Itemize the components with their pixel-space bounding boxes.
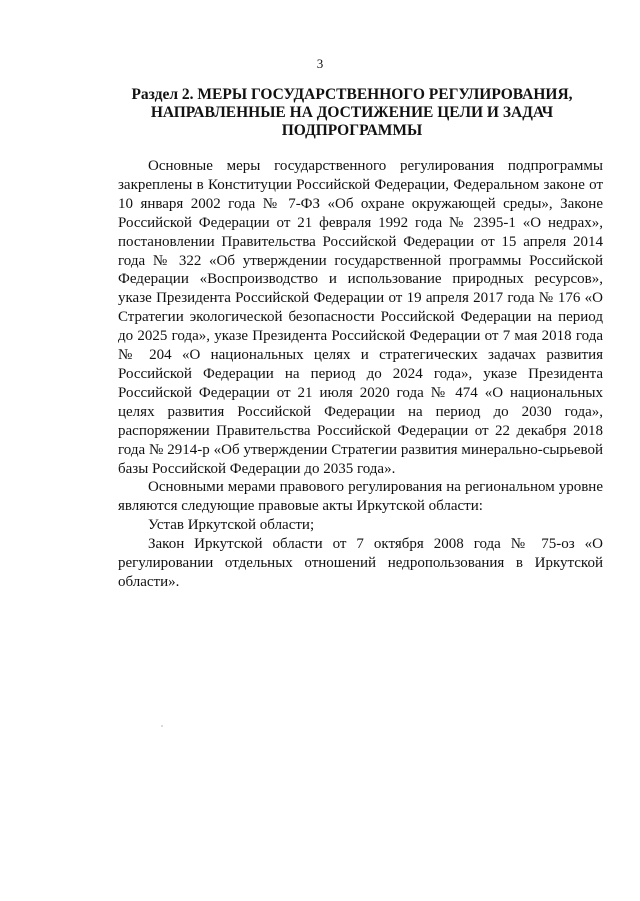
- section-heading-line-2: НАПРАВЛЕННЫЕ НА ДОСТИЖЕНИЕ ЦЕЛИ И ЗАДАЧ: [150, 104, 554, 121]
- paragraph-regional-regulation: Основными мерами правового регулирования на региональном уровне являются следующие правовые акты Иркутской области:: [118, 479, 603, 515]
- paragraph-state-regulation-measures: Основные меры государственного регулирования подпрограммы закреплены в Конституции Российской Федерации, Федеральном законе от 10 января 2002 года № 7-ФЗ «Об охране окружающей среды», Законе Российской Федерации от 21 февраля 1992 года № 2395-1 «О недрах», постановлении Правительства Российской Федерации от 15 апреля 2014 года № 322 «Об утверждении государственной программы Российской Федерации «Воспроизводство и использование природных ресурсов», указе Президента Российской Федерации от 19 апреля 2017 года № 176 «О Стратегии экологической безопасности Российской Федерации на период до 2025 года», указе Президента Российской Федерации от 7 мая 2018 года № 204 «О национальных целях и стратегических задачах развития Российской Федерации на период до 2024 года», указе Президента Российской Федерации от 21 июля 2020 года № 474 «О национальных целях развития Российской Федерации на период до 2030 года», распоряжении Правительства Российской Федерации от 22 декабря 2018 года № 2914-р «Об утверждении Стратегии развития минерально-сырьевой базы Российской Федерации до 2035 года».: [118, 158, 603, 477]
- paragraph-charter: Устав Иркутской области;: [148, 517, 315, 534]
- section-heading-line-3: ПОДПРОГРАММЫ: [281, 122, 423, 139]
- section-heading: [104, 86, 600, 140]
- page-number: 3: [316, 56, 324, 71]
- section-heading-line-1: Раздел 2. МЕРЫ ГОСУДАРСТВЕННОГО РЕГУЛИРОВАНИЯ,: [131, 86, 573, 103]
- paragraph-subsoil-law: Закон Иркутской области от 7 октября 2008 года № 75-оз «О регулировании отдельных отношений недропользования в Иркутской области».: [118, 536, 603, 590]
- scan-speck: [161, 725, 163, 727]
- document-body: [118, 157, 603, 592]
